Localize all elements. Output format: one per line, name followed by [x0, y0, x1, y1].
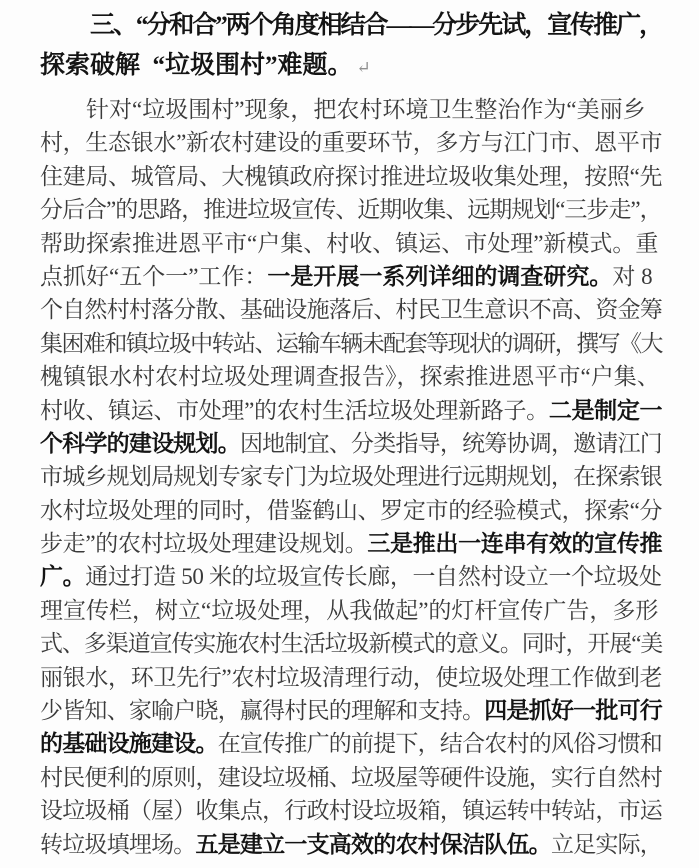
text-segment: 针对“垃圾围村”现象，把农村环境卫生整治作为“美丽乡 [86, 97, 646, 122]
body-line-18 [40, 661, 662, 694]
body-line-23 [40, 828, 662, 861]
body-line-15 [40, 560, 662, 593]
body-line-12 [40, 460, 662, 493]
body-line-13 [40, 494, 662, 527]
body-line-4 [40, 193, 662, 226]
text-segment-bold: 五是建立一支高效的农村保洁队伍。 [195, 831, 551, 857]
text-segment: 对 8 [612, 263, 653, 289]
text-segment-bold: 三是推出一连串有效的宣传推 [367, 531, 663, 557]
text-segment: 村，生态银水”新农村建设的重要环节，多方与江门市、恩平市 [40, 130, 663, 156]
text-segment: 丽银水，环卫先行”农村垃圾清理行动，使垃圾处理工作做到老 [40, 664, 663, 690]
text-segment: 步走”的农村垃圾处理建设规划。 [40, 531, 368, 557]
text-segment: 理宣传栏，树立“垃圾处理，从我做起”的灯杆宣传广告，多形 [40, 597, 659, 623]
text-segment-bold: 二是制定一 [548, 397, 663, 423]
text-segment-bold: 四是抓好一批可行 [484, 698, 663, 724]
text-segment: 在宣传推广的前提下，结合农村的风俗习惯和 [217, 731, 663, 757]
heading-line-1: 三、“分和合”两个角度相结合——分步先试，宣传推广， [90, 12, 663, 39]
body-line-10 [40, 394, 662, 427]
text-segment: 分后合”的思路，推进垃圾宣传、近期收集、远期规划“三步走”， [40, 197, 662, 223]
text-segment: 帮助探索推进恩平市“户集、村收、镇运、市处理”新模式。重 [40, 230, 659, 256]
paragraph-mark-icon: ↵ [356, 58, 371, 77]
body-line-9 [40, 360, 662, 393]
body-line-20 [40, 727, 662, 760]
body-line-6 [40, 260, 662, 293]
text-segment-bold: 个科学的建设规划。 [40, 430, 240, 456]
body-line-8 [40, 327, 662, 360]
text-segment: 住建局、城管局、大槐镇政府探讨推进垃圾收集处理，按照“先 [40, 163, 663, 189]
text-segment: 水村垃圾处理的同时，借鉴鹤山、罗定市的经验模式，探索“分 [40, 497, 663, 523]
body-line-14 [40, 527, 662, 560]
text-segment: 市城乡规划局规划专家专门为垃圾处理进行远期规划，在探索银 [40, 464, 663, 490]
text-segment-bold: 广。 [40, 564, 86, 590]
body-line-22 [40, 794, 662, 827]
text-segment: 因地制宜、分类指导，统筹协调，邀请江门 [239, 430, 663, 456]
body-line-21 [40, 761, 662, 794]
text-segment: 村民便利的原则，建设垃圾桶、垃圾屋等硬件设施，实行自然村 [40, 764, 663, 790]
text-segment: 槐镇银水村农村垃圾处理调查报告》，探索推进恩平市“户集、 [40, 364, 660, 390]
text-segment-bold: 的基础设施建设。 [40, 731, 218, 757]
body-line-17 [40, 627, 662, 660]
heading-line-2 [40, 46, 662, 86]
body-line-11 [40, 427, 662, 460]
body-line-3 [40, 160, 662, 193]
body-line-19 [40, 694, 662, 727]
body-line-2 [40, 126, 662, 159]
text-segment-bold: 一是开展一系列详细的调查研究。 [267, 263, 613, 289]
body-line-16 [40, 594, 662, 627]
text-segment: 少皆知、家喻户晓，赢得村民的理解和支持。 [40, 698, 485, 724]
text-segment: 村收、镇运、市处理”的农村生活垃圾处理新路子。 [40, 397, 549, 423]
text-segment: 设垃圾桶（屋）收集点，行政村设垃圾箱，镇运转中转站，市运 [40, 798, 663, 824]
body-line-7 [40, 293, 662, 326]
body-line-5 [40, 227, 662, 260]
text-segment: 点抓好“五个一”工作： [40, 263, 268, 289]
body-line-1 [40, 93, 662, 126]
text-segment: 集困难和镇垃圾中转站、运输车辆未配套等现状的调研，撰写《大 [40, 330, 663, 356]
heading-line-2-text: 探索破解 “垃圾围村”难题。 [40, 52, 353, 79]
text-segment: 转垃圾填埋场。 [40, 831, 196, 857]
text-segment: 个自然村村落分散、基础设施落后、村民卫生意识不高、资金筹 [40, 297, 663, 323]
text-segment: 式、多渠道宣传实施农村生活垃圾新模式的意义。同时，开展“美 [40, 631, 663, 657]
body-paragraph [40, 93, 662, 861]
section-heading [40, 6, 662, 86]
text-segment: 通过打造 50 米的垃圾宣传长廊，一自然村设立一个垃圾处 [85, 564, 662, 590]
text-segment: 立足实际， [550, 831, 663, 857]
